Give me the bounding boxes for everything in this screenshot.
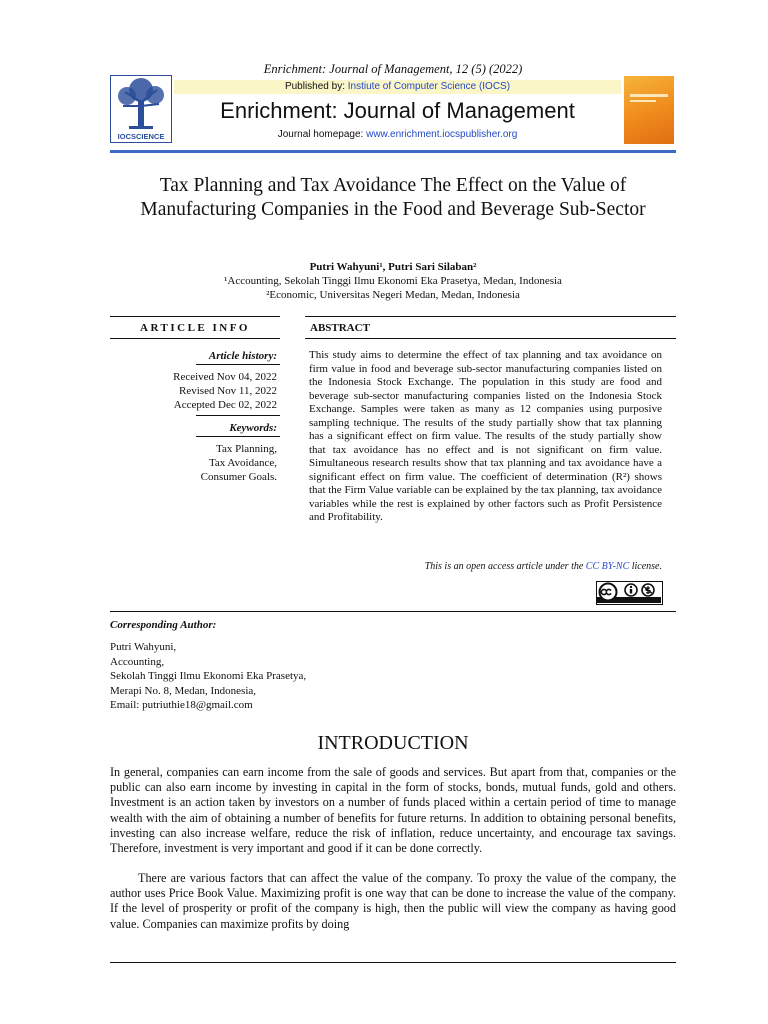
- received-date: Received Nov 04, 2022: [173, 371, 277, 383]
- corr-address: Merapi No. 8, Medan, Indonesia,: [110, 684, 257, 697]
- tree-icon: [111, 76, 171, 132]
- journal-cover-image: [624, 76, 674, 144]
- publisher-line: [174, 81, 621, 92]
- article-history-label: Article history:: [208, 350, 277, 362]
- header-divider: [110, 150, 676, 153]
- intro-paragraph-2: There are various factors that can affect the value of the company. To proxy the value of the company, the author uses Price Book Value. Maximizing profit is one way that can be done to increase the value of the company. If the level of prosperity or profit of the company is high, then the public will view the company as having good value. Companies can maximize profits by doing: [110, 871, 676, 931]
- affiliation-2: ²Economic, Universitas Negeri Medan, Medan, Indonesia: [266, 289, 520, 301]
- journal-citation: Enrichment: Journal of Management, 12 (5) (2022): [263, 62, 523, 76]
- homepage-prefix: Journal homepage:: [277, 129, 364, 140]
- revised-date: Revised Nov 11, 2022: [179, 385, 277, 397]
- publisher-logo: [110, 75, 172, 143]
- paper-title: Tax Planning and Tax Avoidance The Effect on the Value of Manufacturing Companies in the Food and Beverage Sub-Sector: [140, 175, 646, 220]
- corresponding-details: [110, 640, 306, 713]
- footer-rule: [110, 962, 676, 963]
- license-prefix: This is an open access article under the: [424, 561, 584, 572]
- keyword-1: Tax Planning,: [216, 443, 277, 455]
- accepted-date: Accepted Dec 02, 2022: [173, 399, 277, 411]
- cc-license-icon: [597, 582, 661, 603]
- published-prefix: Published by:: [284, 81, 345, 92]
- affiliation-1: ¹Accounting, Sekolah Tinggi Ilmu Ekonomi Eka Prasetya, Medan, Indonesia: [224, 275, 562, 287]
- license-line: [309, 561, 662, 572]
- cc-by-nc-badge[interactable]: [596, 581, 663, 605]
- logo-text: IOCSCIENCE: [117, 132, 165, 141]
- publisher-link[interactable]: Instiute of Computer Science (IOCS): [347, 81, 511, 92]
- article-info-heading: ARTICLE INFO: [140, 322, 250, 334]
- paper-authors: Putri Wahyuni¹, Putri Sari Silaban²: [309, 261, 477, 273]
- homepage-line: [174, 129, 621, 140]
- journal-title: Enrichment: Journal of Management: [220, 98, 575, 123]
- license-link[interactable]: CC BY-NC: [585, 561, 630, 572]
- history-rule: [196, 364, 280, 365]
- corr-dept: Accounting,: [110, 655, 165, 668]
- corresponding-top-rule: [110, 611, 676, 612]
- homepage-link[interactable]: www.enrichment.iocspublisher.org: [366, 129, 518, 140]
- introduction-heading: INTRODUCTION: [317, 732, 469, 754]
- corresponding-heading: Corresponding Author:: [110, 619, 217, 631]
- article-info-top-rule: [110, 316, 280, 317]
- keywords-top-rule: [196, 415, 280, 416]
- corr-institution: Sekolah Tinggi Ilmu Ekonomi Eka Prasetya,: [110, 670, 307, 683]
- abstract-heading: ABSTRACT: [310, 322, 370, 334]
- abstract-head-rule: [305, 338, 676, 339]
- keyword-3: Consumer Goals.: [200, 471, 277, 483]
- abstract-top-rule: [305, 316, 676, 317]
- abstract-text: This study aims to determine the effect of tax planning and tax avoidance on firm value in food and beverage sub-sector manufacturing companies listed on the Indonesia Stock Exchange. The population in this study are food and beverage sub-sector manufacturing companies listed on the Indonesia Stock Exchange. Samples were taken as many as 12 companies using purposive sampling technique. The results of the study partially show that tax planning has a significant effect on firm value. The results of the study partially show that tax avoidance has no effect and is not significant on firm value. Simultaneous research results show that tax planning and tax avoidance have a significant effect on firm value. The coefficient of determination (R²) shows that the Firm Value variable can be explained by the tax planning, tax avoidance variables while the rest is explained by other factors such as Profit Persistence and Profitability.: [309, 349, 662, 523]
- corr-email: Email: putriuthie18@gmail.com: [110, 699, 253, 712]
- keywords-rule: [196, 436, 280, 437]
- article-info-head-rule: [110, 338, 280, 339]
- keyword-2: Tax Avoidance,: [208, 457, 277, 469]
- license-suffix: license.: [631, 561, 662, 572]
- intro-paragraph-1: In general, companies can earn income from the sale of goods and services. But apart from that, companies or the public can also earn income by investing in capital in the form of stocks, bonds, mutual funds, gold and others. Investment is an action taken by investors on a number of funds placed within a certain period of time to manage wealth with the aim of obtaining a number of benefits for future returns. In addition to obtaining personal benefits, investing can also increase welfare, reduce the risk of inflation, reduce uncertainty, and encourage tax savings. Therefore, investment is very important and good if it can be done correctly.: [110, 765, 676, 856]
- keywords-label: Keywords:: [229, 422, 277, 434]
- corr-name: Putri Wahyuni,: [110, 641, 177, 653]
